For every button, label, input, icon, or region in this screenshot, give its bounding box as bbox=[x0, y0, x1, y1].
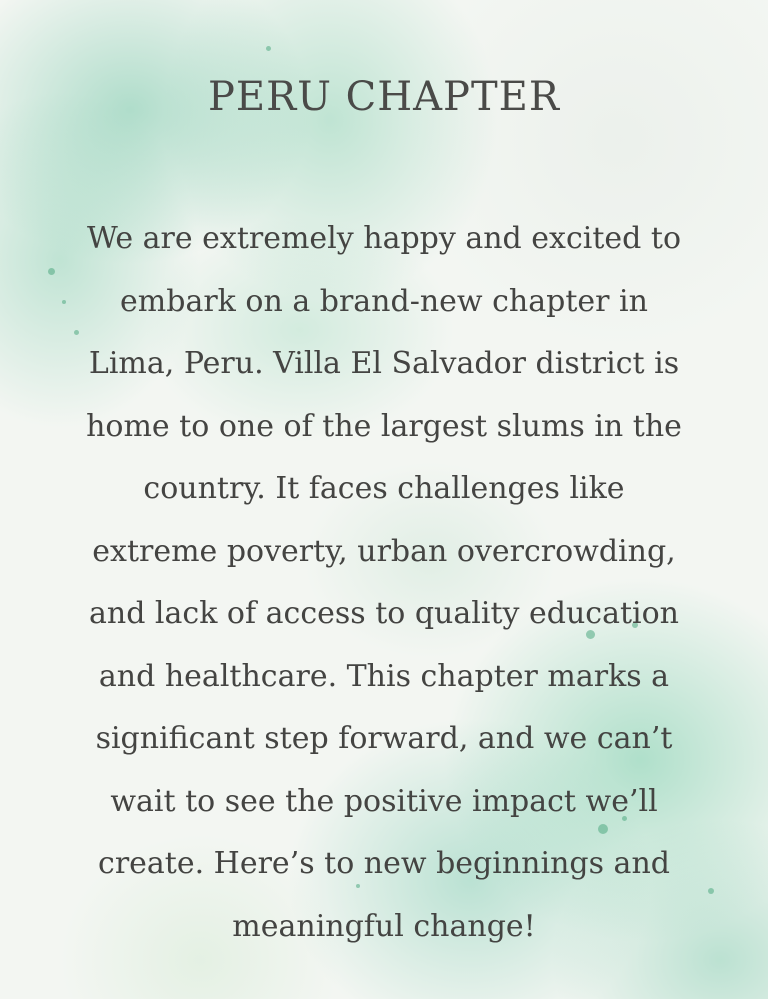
announcement-paragraph bbox=[30, 208, 738, 958]
paragraph-line: extreme poverty, urban overcrowding, bbox=[92, 533, 676, 569]
paragraph-line: embark on a brand-new chapter in bbox=[120, 283, 648, 319]
paragraph-line: wait to see the positive impact we’ll bbox=[110, 783, 658, 819]
paragraph-line: home to one of the largest slums in the bbox=[86, 408, 682, 444]
paragraph-line: create. Here’s to new beginnings and bbox=[98, 846, 670, 881]
paragraph-line: and lack of access to quality education bbox=[88, 596, 679, 631]
paint-speck bbox=[266, 46, 271, 51]
paragraph-line: We are extremely happy and excited to bbox=[86, 221, 682, 256]
paragraph-line: meaningful change! bbox=[232, 908, 536, 944]
paragraph-line: significant step forward, and we can’t bbox=[95, 721, 673, 756]
page-title: PERU CHAPTER bbox=[208, 74, 560, 120]
paragraph-line: and healthcare. This chapter marks a bbox=[98, 658, 670, 694]
paragraph-line: country. It faces challenges like bbox=[143, 471, 625, 506]
paragraph-line: Lima, Peru. Villa El Salvador district is bbox=[88, 346, 680, 381]
